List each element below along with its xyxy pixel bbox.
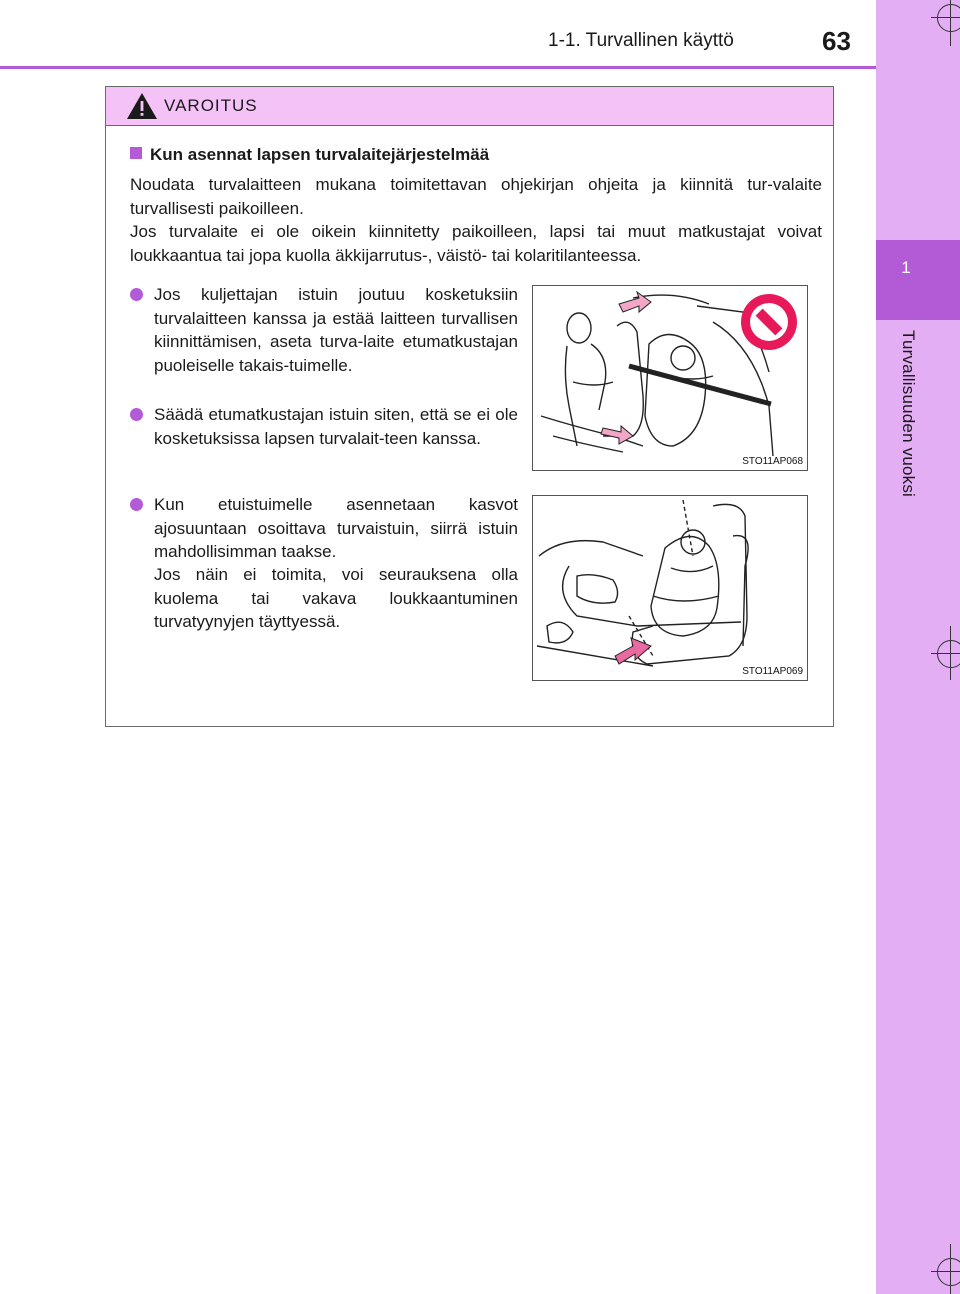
section-title: 1-1. Turvallinen käyttö (548, 30, 734, 51)
warning-triangle-icon (126, 92, 158, 120)
figure-code: STO11AP069 (742, 666, 803, 677)
warning-subheading: Kun asennat lapsen turvalaitejärjestelmää (130, 145, 489, 165)
header-rule (0, 66, 876, 69)
figure-front-seat-child-seat (532, 495, 808, 681)
bullet-dot-icon (130, 408, 143, 421)
chapter-tab[interactable] (876, 240, 960, 320)
illustration-child-seat-front (533, 496, 807, 680)
bullet-item-2: Säädä etumatkustajan istuin siten, että se ei ole kosketuksissa lapsen turvalait-teen kanssa. (130, 403, 518, 450)
figure-code: STO11AP068 (742, 456, 803, 467)
paragraph-danger: Jos turvalaite ei ole oikein kiinnitetty paikoilleen, lapsi tai muut matkustajat voivat loukkaantua tai jopa kuolla äkkijarrutus-, väistö- tai kolaritilanteessa. (130, 222, 822, 265)
illustration-child-seat-rear (533, 286, 807, 470)
arrow-icon (619, 292, 651, 312)
page-number: 63 (822, 26, 851, 56)
bullet-item-3-continuation: Jos näin ei toimita, voi seurauksena olla kuolema tai vakava loukkaantuminen turvatyynyjen täyttyessä. (154, 565, 518, 631)
bullet-item-1: Jos kuljettajan istuin joutuu kosketuksiin turvalaitteen kanssa ja estää laitteen turvallisen kiinnittämisen, aseta turva-laite etumatkustajan puoleiselle takais-tuimelle. (130, 283, 518, 377)
bullet-dot-icon (130, 288, 143, 301)
paragraph-instructions: Noudata turvalaitteen mukana toimitettavan ohjekirjan ohjeita ja kiinnitä tur-valaite turvallisesti paikoilleen. (130, 175, 822, 218)
bullet-dot-icon (130, 498, 143, 511)
warning-header (106, 87, 833, 126)
figure-driver-seat-contact (532, 285, 808, 471)
chapter-number: 1 (901, 258, 911, 277)
prohibition-icon (741, 294, 797, 350)
warning-box (105, 86, 834, 727)
square-bullet-icon (130, 147, 142, 159)
chapter-label: Turvallisuuden vuoksi (899, 330, 918, 498)
arrow-icon (615, 638, 651, 664)
bullet-item-3: Kun etuistuimelle asennetaan kasvot ajosuuntaan osoittava turvaistuin, siirrä istuin mahdollisimman taakse. (130, 493, 518, 564)
warning-label: VAROITUS (164, 96, 258, 115)
